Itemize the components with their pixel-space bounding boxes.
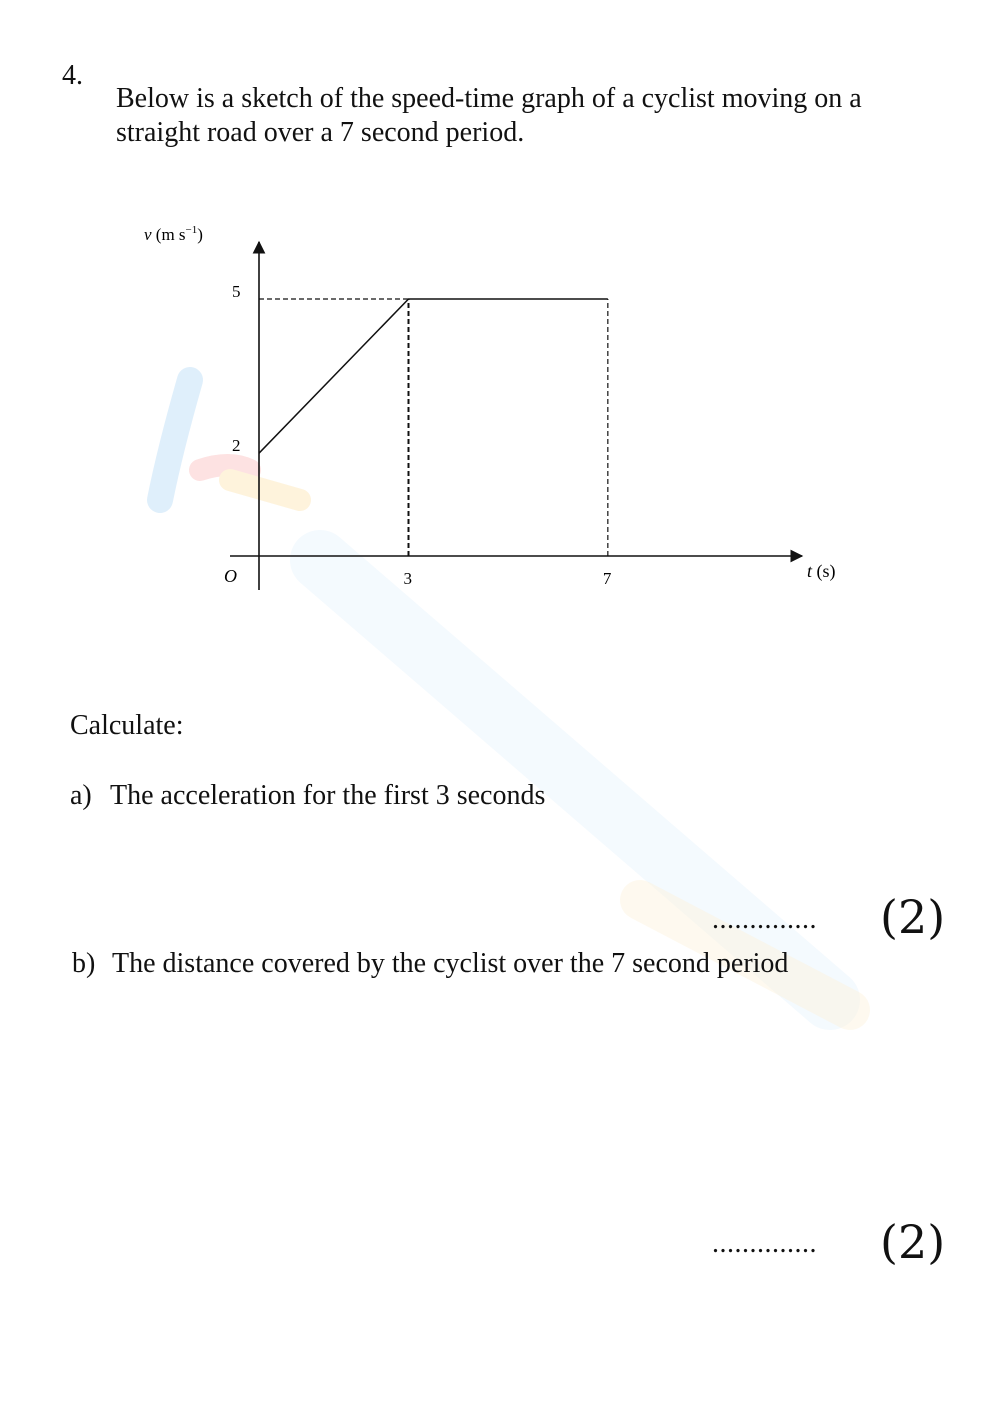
- y-tick-label: 5: [232, 282, 241, 301]
- dashed-guides: [259, 299, 608, 556]
- y-tick-label: 2: [232, 436, 241, 456]
- part-b-marks: (2): [880, 1215, 946, 1269]
- x-tick-label: 7: [602, 569, 612, 588]
- tick-labels: [232, 282, 612, 588]
- x-axis-label: t (s): [807, 561, 836, 581]
- calculate-label: Calculate:: [70, 710, 184, 741]
- part-b: [72, 948, 788, 980]
- part-a-letter: a): [70, 780, 92, 811]
- part-a-text: The acceleration for the first 3 seconds: [110, 780, 546, 811]
- question-number: 4.: [62, 60, 83, 91]
- question-intro: Below is a sketch of the speed-time graph of a cyclist moving on a straight road over a 7 second period.: [116, 83, 862, 148]
- part-b-text: The distance covered by the cyclist over the 7 second period: [112, 948, 789, 979]
- x-tick-label: 3: [403, 569, 412, 588]
- part-a-marks: (2): [880, 890, 946, 944]
- part-b-letter: b): [72, 948, 96, 979]
- y-axis-label: v (m $s^{-1}$): [144, 224, 203, 244]
- part-a: [70, 780, 545, 812]
- origin-label: O: [224, 566, 237, 586]
- speed-series-line: [259, 299, 608, 453]
- part-b-answer-line[interactable]: ..............: [712, 1228, 817, 1259]
- part-a-answer-line[interactable]: ..............: [712, 904, 817, 935]
